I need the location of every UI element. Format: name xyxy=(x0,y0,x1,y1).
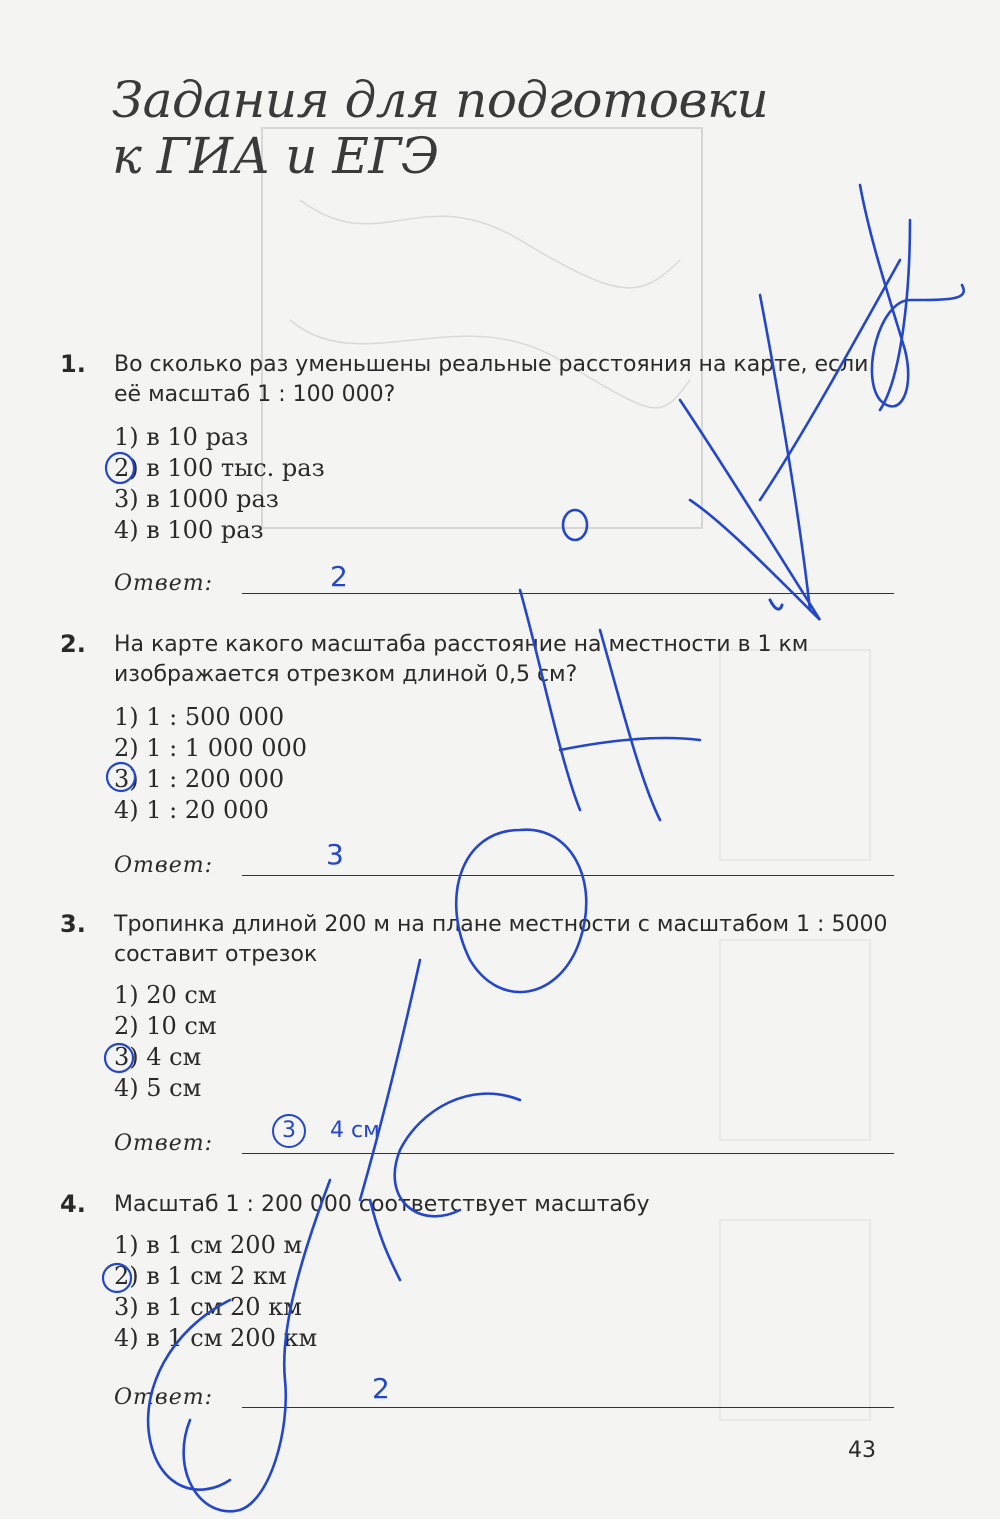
option-3: 3) 1 : 200 000 xyxy=(114,765,285,793)
scribble-stroke-11 xyxy=(395,1094,520,1217)
option-2: 2) 10 см xyxy=(114,1012,217,1040)
option-3: 3) в 1 см 20 км xyxy=(114,1293,302,1321)
page-title-line-1: Задания для подготовки xyxy=(112,71,769,129)
handwritten-answer-2: 3 xyxy=(326,838,344,871)
answer-label: Ответ: xyxy=(114,1131,213,1156)
task-question: На карте какого масштаба расстояние на местности в 1 км изображается отрезком длиной 0,5 см? xyxy=(114,632,809,687)
option-4: 4) 1 : 20 000 xyxy=(114,796,269,824)
option-circle-task-4 xyxy=(103,1264,131,1292)
option-4: 4) в 100 раз xyxy=(114,516,264,544)
scribble-loop-o xyxy=(456,830,586,992)
option-1: 1) в 1 см 200 м xyxy=(114,1231,303,1259)
task-question: Во сколько раз уменьшены реальные расстояния на карте, если её масштаб 1 : 100 000? xyxy=(114,352,869,407)
option-2: 2) в 100 тыс. раз xyxy=(114,454,325,482)
scribble-stroke-13 xyxy=(184,1180,330,1511)
scribble-circle-1 xyxy=(563,510,587,540)
page-number: 43 xyxy=(848,1438,876,1463)
task-number: 4. xyxy=(60,1190,86,1218)
option-1: 1) в 10 раз xyxy=(114,423,249,451)
option-4: 4) 5 см xyxy=(114,1074,202,1102)
scribble-stroke-9 xyxy=(770,600,782,609)
option-3: 3) в 1000 раз xyxy=(114,485,279,513)
answer-label: Ответ: xyxy=(114,853,213,878)
task-number: 3. xyxy=(60,910,86,938)
scribble-stroke-4 xyxy=(680,400,820,620)
scribble-stroke-5 xyxy=(760,260,900,500)
option-2: 2) в 1 см 2 км xyxy=(114,1262,287,1290)
handwritten-answer-4: 2 xyxy=(372,1372,390,1405)
option-1: 1) 1 : 500 000 xyxy=(114,703,285,731)
option-circle-task-1 xyxy=(106,453,134,483)
task-question: Тропинка длиной 200 м на плане местности с масштабом 1 : 5000 составит отрезок xyxy=(114,912,888,967)
scribble-stroke-10 xyxy=(360,960,420,1200)
answer-label: Ответ: xyxy=(114,571,213,596)
scribble-stroke-6 xyxy=(520,590,580,810)
scribble-stroke-1 xyxy=(860,185,964,406)
page-title-line-2: к ГИА и ЕГЭ xyxy=(112,127,439,185)
task-question: Масштаб 1 : 200 000 соответствует масштабу xyxy=(114,1192,650,1217)
task-number: 1. xyxy=(60,350,86,378)
scribble-stroke-12 xyxy=(370,1200,400,1280)
handwritten-circled-answer-3: 3 xyxy=(272,1114,306,1148)
option-1: 1) 20 см xyxy=(114,981,217,1009)
option-4: 4) в 1 см 200 км xyxy=(114,1324,318,1352)
option-2: 2) 1 : 1 000 000 xyxy=(114,734,308,762)
handwritten-answer-3: 4 см xyxy=(330,1118,380,1143)
option-3: 3) 4 см xyxy=(114,1043,202,1071)
option-circle-task-3 xyxy=(105,1044,133,1072)
handwritten-answer-1: 2 xyxy=(330,560,348,593)
answer-label: Ответ: xyxy=(114,1385,213,1410)
scribble-stroke-14 xyxy=(148,1300,230,1490)
scribble-stroke-8 xyxy=(600,630,660,820)
task-number: 2. xyxy=(60,630,86,658)
option-circle-task-2 xyxy=(107,763,135,791)
